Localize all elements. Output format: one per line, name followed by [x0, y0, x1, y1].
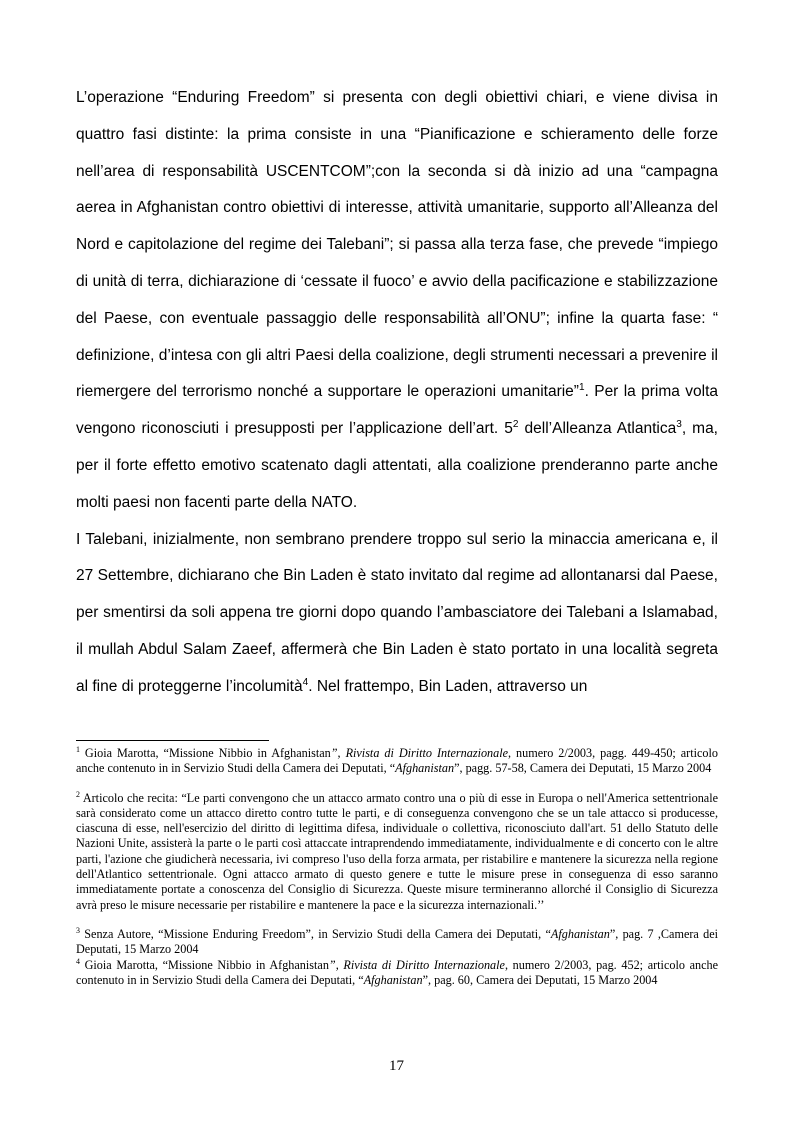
footnote-ref-1: 1 [578, 382, 585, 394]
footnote-number: 3 [76, 925, 80, 935]
paragraph-text: dell’Alleanza Atlantica [518, 420, 677, 438]
footnote-number: 1 [76, 744, 80, 754]
footnotes [76, 746, 718, 988]
footnote-text: Senza Autore, “Missione Enduring Freedom”, in Servizio Studi della Camera dei Deputati, “ [79, 926, 551, 941]
page-number: 17 [389, 1058, 404, 1074]
main-text [76, 80, 718, 706]
footnote-title: Afghanistan [550, 926, 610, 941]
paragraph-text: . Per la prima volta vengono riconosciuti i presupposti per l’applicazione dell’art. 5 [76, 383, 718, 438]
footnote-text: Articolo che recita: “Le parti convengono che un attacco armato contro una o più di esse in Europa o nell'America settentrionale sarà considerato come un attacco diretto contro tutte le parti, e di conseguenza convengono che se un tale attacco si producesse, ciascuna di esse, nell'esercizio del diritto di legittima difesa, individuale o collettiva, riconosciuto dall'art. 51 dello Statuto delle Nazioni Unite, assisterà la parte o le parti così attaccate intraprendendo immediatamente, individualmente e di concerto con le altre parti, l'azione che giudicherà necessaria, ivi compreso l'uso della forza armata, per ristabilire e mantenere la sicurezza nella regione dell'Atlantico settentrionale. Ogni attacco armato di questo genere e tutte le misure prese in conseguenza di esso saranno immediatamente portate a conoscenza del Consiglio di Sicurezza. Queste misure termineranno allorché il Consiglio di Sicurezza avrà preso le misure necessarie per ristabilire e mantenere la pace e la sicurezza internazionali.’’ [76, 790, 718, 912]
footnote-title: Afghanistan [395, 761, 455, 776]
footnote-text: , numero 2/2003, pag. 452; articolo anche contenuto in in Servizio Studi della Camera dei Deputati, “ [76, 957, 718, 987]
footnote-text: Gioia Marotta, “Missione Nibbio in Afghanistan [79, 746, 331, 760]
paragraph-2 [76, 522, 718, 706]
footnote-4 [76, 958, 718, 989]
footnote-text: ”, pag. 7 ,Camera dei Deputati, 15 Marzo 2004 [76, 926, 718, 957]
paragraph-text: I Talebani, inizialmente, non sembrano prendere troppo sul serio la minaccia americana e, il 27 Settembre, dichiarano che Bin Laden è stato invitato dal regime ad allontanarsi dal Paese, per smentirsi da soli appena tre giorni dopo quando l’ambasciatore dei Talebani a Islamabad, il mullah Abdul Salam Zaeef, affermerà che Bin Laden è stato portato in una località segreta al fine di proteggerne l’incolumità [76, 530, 718, 695]
footnote-text: ”, pagg. 57-58, Camera dei Deputati, 15 Marzo 2004 [454, 761, 712, 776]
footnote-2 [76, 791, 718, 913]
footnote-ref-4: 4 [302, 676, 309, 688]
footnote-journal: ”, Rivista di Diritto Internazionale [328, 957, 505, 972]
footnote-3 [76, 927, 718, 958]
footnote-text: Gioia Marotta, “Missione Nibbio in Afghanistan [79, 957, 329, 972]
footnote-1 [76, 746, 718, 777]
footnote-text: , numero 2/2003, pagg. 449-450; articolo anche contenuto in in Servizio Studi della Camera dei Deputati, “ [76, 746, 718, 776]
footnote-number: 4 [76, 956, 80, 966]
footnote-separator [76, 740, 269, 741]
footnote-title: Afghanistan [363, 972, 423, 987]
footnote-ref-2: 2 [512, 419, 519, 431]
paragraph-1 [76, 80, 718, 522]
footnote-ref-3: 3 [676, 419, 682, 431]
footnote-journal: ”, Rivista di Diritto Internazionale [330, 746, 509, 760]
footnote-number: 2 [76, 789, 80, 799]
paragraph-text: L’operazione “Enduring Freedom” si presenta con degli obiettivi chiari, e viene divisa in quattro fasi distinte: la prima consiste in una “Pianificazione e schieramento delle forze nell’area di responsabilità USCENTCOM”;con la seconda si dà inizio ad una “campagna aerea in Afghanistan contro obiettivi di interesse, attività umanitarie, supporto all’Alleanza del Nord e capitolazione del regime dei Talebani”; si passa alla terza fase, che prevede “impiego di unità di terra, dichiarazione di ‘cessate il fuoco’ e avvio della pacificazione e stabilizzazione del Paese, con eventuale passaggio delle responsabilità all’ONU”; infine la quarta fase: “ definizione, d’intesa con gli altri Paesi della coalizione, degli strumenti necessari a prevenire il riemergere del terrorismo nonché a supportare le operazioni umanitarie” [76, 89, 718, 401]
footnote-text: ”, pag. 60, Camera dei Deputati, 15 Marzo 2004 [422, 972, 658, 987]
paragraph-text: , ma, per il forte effetto emotivo scatenato dagli attentati, alla coalizione prenderanno parte anche molti paesi non facenti parte della NATO. [76, 420, 718, 511]
paragraph-text: . Nel frattempo, Bin Laden, attraverso un [308, 677, 588, 695]
